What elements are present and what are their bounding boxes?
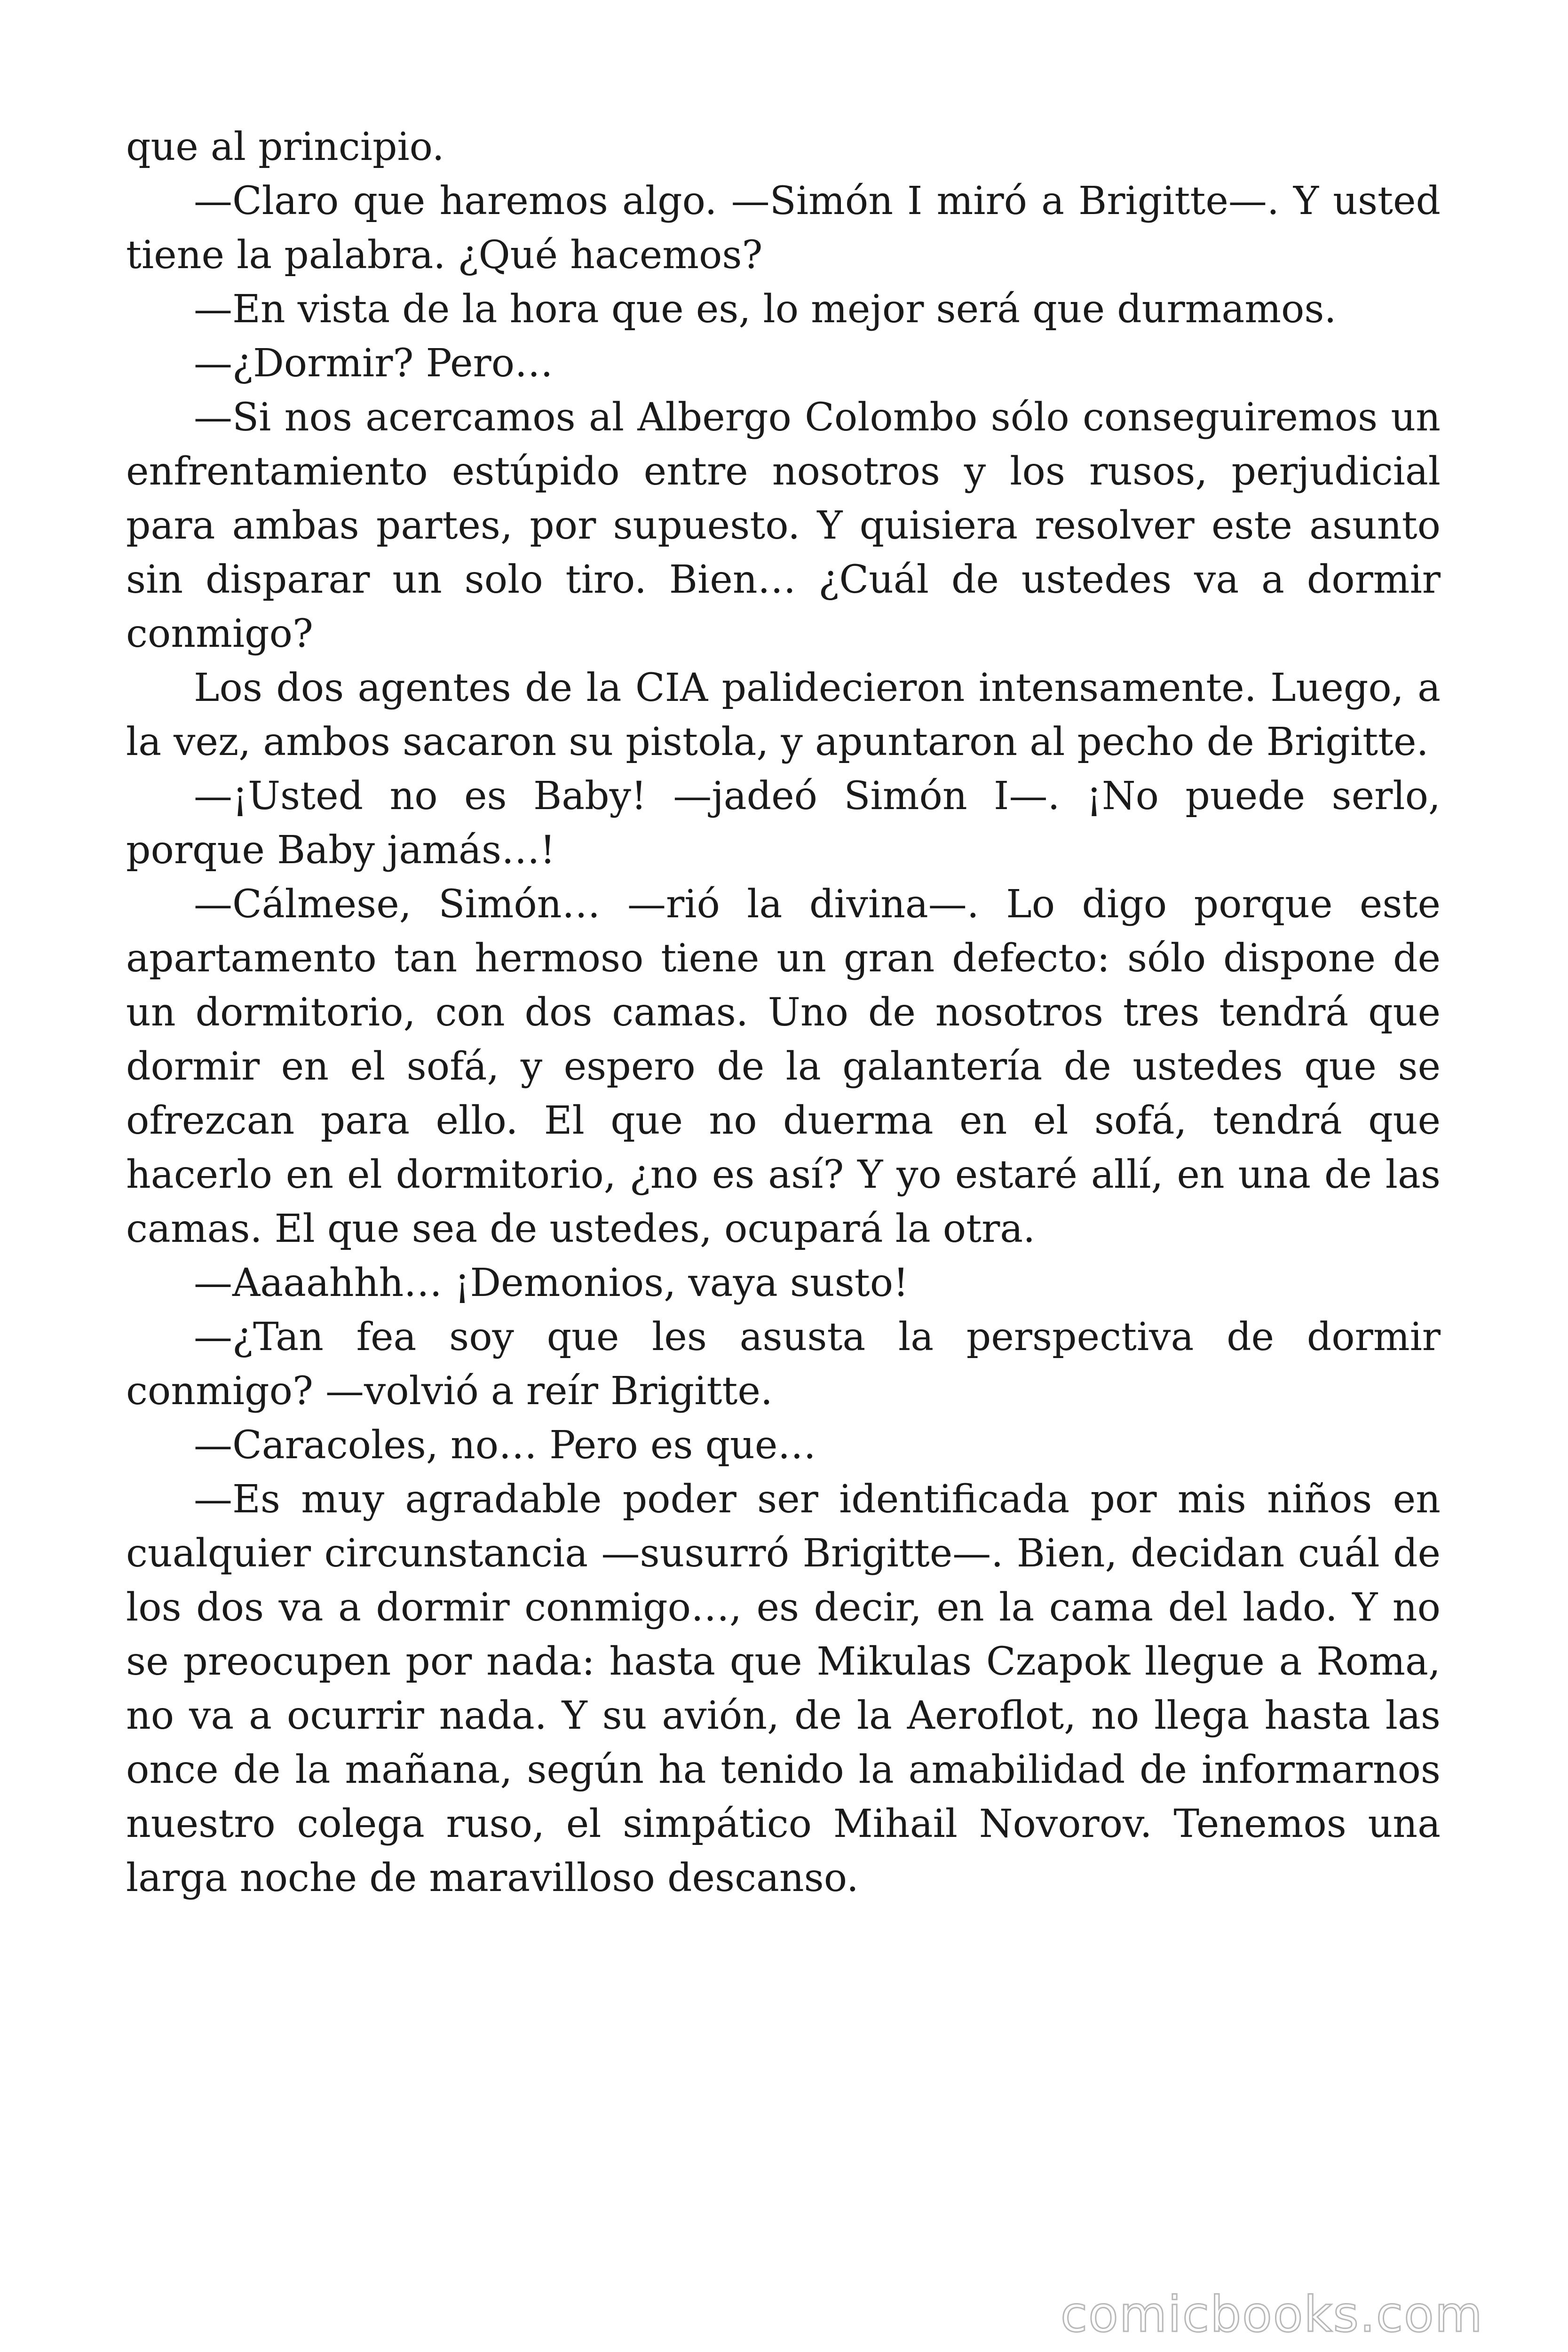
watermark: comicbooks.com xyxy=(1060,2286,1483,2343)
paragraph: —¡Usted no es Baby! —jadeó Simón I—. ¡No puede serlo, porque Baby jamás…! xyxy=(126,774,1441,873)
paragraph: —En vista de la hora que es, lo mejor será que durmamos. xyxy=(194,287,1337,332)
paragraph: —Cálmese, Simón… —rió la divina—. Lo digo porque este apartamento tan hermoso tiene un gran defecto: sólo dispone de un dormitorio, con dos camas. Uno de nosotros tres tendrá que dormir en el sofá, y espero de la galantería de ustedes que se ofrezcan para ello. El que no duerma en el sofá, tendrá que hacerlo en el dormitorio, ¿no es así? Y yo estaré allí, en una de las camas. El que sea de ustedes, ocupará la otra. xyxy=(126,882,1441,1251)
paragraph: —Es muy agradable poder ser identificada por mis niños en cualquier circunstancia —susurró Brigitte—. Bien, decidan cuál de los dos va a dormir conmigo…, es decir, en la cama del lado. Y no se preocupen por nada: hasta que Mikulas Czapok llegue a Roma, no va a ocurrir nada. Y su avión, de la Aeroflot, no llega hasta las once de la mañana, según ha tenido la amabilidad de informarnos nuestro colega ruso, el simpático Mihail Novorov. Tenemos una larga noche de maravilloso descanso. xyxy=(126,1477,1441,1900)
body-text xyxy=(126,120,1441,1905)
paragraph: —Claro que haremos algo. —Simón I miró a Brigitte—. Y usted tiene la palabra. ¿Qué hacemos? xyxy=(126,179,1441,278)
paragraph-continuation: que al principio. xyxy=(126,125,444,169)
paragraph: —Aaaahhh… ¡Demonios, vaya susto! xyxy=(194,1261,909,1305)
paragraph: Los dos agentes de la CIA palidecieron intensamente. Luego, a la vez, ambos sacaron su pistola, y apuntaron al pecho de Brigitte. xyxy=(126,666,1441,764)
paragraph: —Caracoles, no… Pero es que… xyxy=(194,1423,816,1468)
paragraph: —¿Tan fea soy que les asusta la perspectiva de dormir conmigo? —volvió a reír Brigitte. xyxy=(126,1315,1441,1414)
paragraph: —¿Dormir? Pero… xyxy=(194,341,554,386)
paragraph: —Si nos acercamos al Albergo Colombo sólo conseguiremos un enfrentamiento estúpido entre nosotros y los rusos, perjudicial para ambas partes, por supuesto. Y quisiera resolver este asunto sin disparar un solo tiro. Bien… ¿Cuál de ustedes va a dormir conmigo? xyxy=(126,395,1441,656)
